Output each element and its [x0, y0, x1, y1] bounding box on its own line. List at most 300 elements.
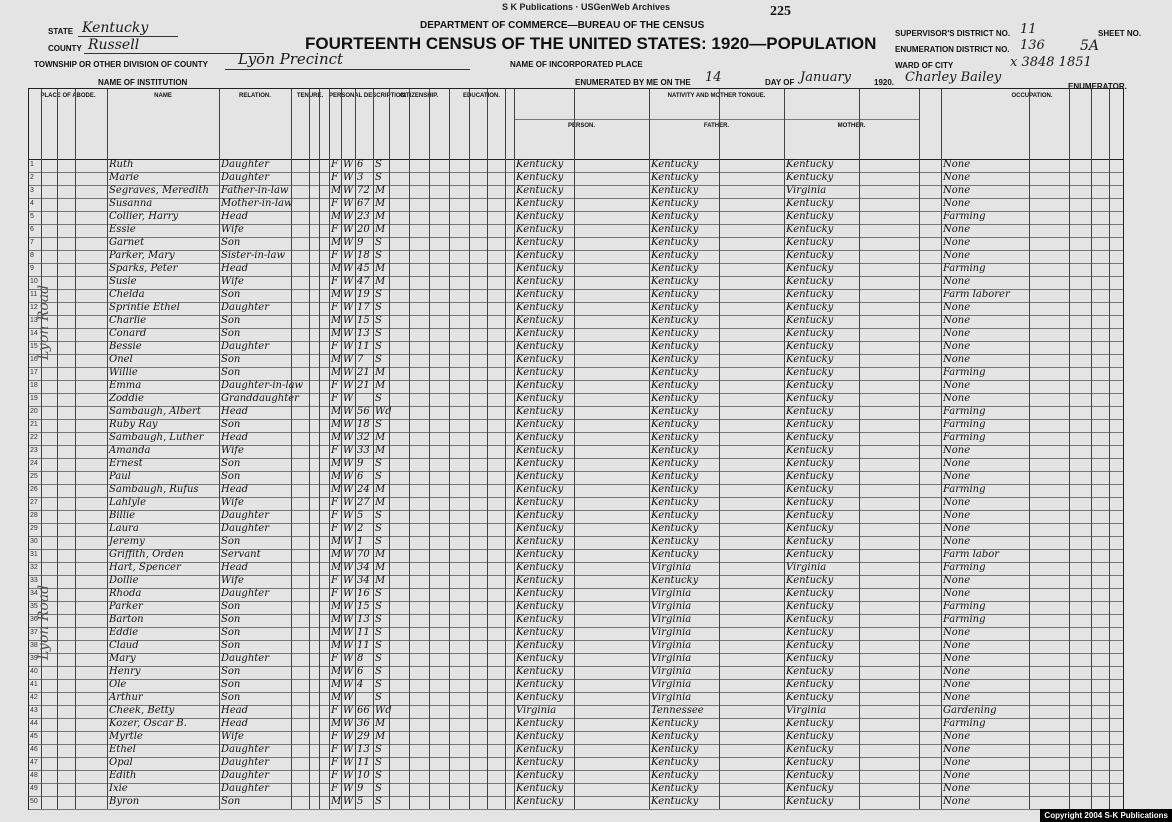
column-divider	[107, 89, 108, 809]
table-body	[29, 159, 1123, 809]
line-number: 40	[30, 668, 38, 675]
occupation: None	[943, 224, 971, 235]
age: 1	[357, 536, 364, 547]
person-name: Myrtle	[109, 731, 143, 742]
county-rule	[84, 53, 264, 54]
race: W	[343, 575, 354, 586]
column-divider	[1109, 89, 1110, 809]
occupation: None	[943, 185, 971, 196]
relation: Daughter	[221, 302, 269, 313]
margin-note-upper: Lyon Road	[36, 284, 52, 360]
race: W	[343, 796, 354, 807]
occupation: Farming	[943, 614, 986, 625]
mother-birthplace: Kentucky	[786, 679, 834, 690]
marital-status: S	[375, 770, 382, 781]
occupation: None	[943, 536, 971, 547]
sex: M	[331, 471, 342, 482]
relation: Son	[221, 679, 241, 690]
birthplace: Kentucky	[516, 354, 564, 365]
incorporated-place-label: NAME OF INCORPORATED PLACE	[510, 60, 643, 69]
birthplace: Kentucky	[516, 653, 564, 664]
marital-status: M	[375, 562, 386, 573]
column-group-header: OCCUPATION.	[1011, 93, 1053, 99]
age: 10	[357, 770, 370, 781]
race: W	[343, 341, 354, 352]
line-number: 1	[30, 161, 34, 168]
race: W	[343, 757, 354, 768]
person-name: Byron	[109, 796, 140, 807]
person-name: Bessie	[109, 341, 142, 352]
occupation: None	[943, 783, 971, 794]
marital-status: S	[375, 315, 382, 326]
relation: Wife	[221, 731, 244, 742]
relation: Daughter	[221, 510, 269, 521]
line-number: 21	[30, 421, 38, 428]
sex: M	[331, 237, 342, 248]
marital-status: S	[375, 302, 382, 313]
line-number: 17	[30, 369, 38, 376]
column-divider	[373, 89, 374, 809]
column-divider	[355, 89, 356, 809]
race: W	[343, 328, 354, 339]
marital-status: S	[375, 159, 382, 170]
sex: F	[331, 276, 338, 287]
birthplace: Kentucky	[516, 731, 564, 742]
age: 24	[357, 484, 370, 495]
race: W	[343, 783, 354, 794]
sex: F	[331, 744, 338, 755]
mother-birthplace: Kentucky	[786, 380, 834, 391]
birthplace: Kentucky	[516, 640, 564, 651]
mother-birthplace: Kentucky	[786, 653, 834, 664]
row-rule	[29, 809, 1123, 810]
person-name: Parker, Mary	[109, 250, 175, 261]
sex: M	[331, 640, 342, 651]
enumerated-label: ENUMERATED BY ME ON THE	[575, 78, 691, 87]
line-number: 35	[30, 603, 38, 610]
year-label: 1920.	[874, 78, 895, 87]
person-name: Henry	[109, 666, 141, 677]
column-divider	[291, 89, 292, 809]
person-name: Sambaugh, Albert	[109, 406, 201, 417]
column-divider	[574, 89, 575, 809]
line-number: 12	[30, 304, 38, 311]
relation: Daughter	[221, 757, 269, 768]
age: 20	[357, 224, 370, 235]
institution-label: NAME OF INSTITUTION	[98, 78, 188, 87]
person-name: Paul	[109, 471, 131, 482]
column-divider	[319, 89, 320, 809]
birthplace: Kentucky	[516, 250, 564, 261]
column-divider	[514, 89, 515, 809]
race: W	[343, 666, 354, 677]
father-birthplace: Virginia	[651, 562, 692, 573]
person-name: Billie	[109, 510, 136, 521]
sex: M	[331, 562, 342, 573]
mother-birthplace: Kentucky	[786, 783, 834, 794]
age: 8	[357, 653, 364, 664]
sex: F	[331, 783, 338, 794]
mother-birthplace: Kentucky	[786, 276, 834, 287]
relation: Son	[221, 289, 241, 300]
mother-birthplace: Kentucky	[786, 159, 834, 170]
marital-status: S	[375, 653, 382, 664]
father-birthplace: Virginia	[651, 588, 692, 599]
column-divider	[309, 89, 310, 809]
father-birthplace: Kentucky	[651, 172, 699, 183]
race: W	[343, 380, 354, 391]
relation: Father-in-law	[221, 185, 289, 196]
line-number: 49	[30, 785, 38, 792]
birthplace: Kentucky	[516, 263, 564, 274]
age: 11	[357, 341, 370, 352]
father-birthplace: Kentucky	[651, 250, 699, 261]
sex: F	[331, 523, 338, 534]
column-divider	[429, 89, 430, 809]
occupation: None	[943, 731, 971, 742]
county-label: COUNTY	[48, 44, 82, 53]
race: W	[343, 718, 354, 729]
person-name: Ixie	[109, 783, 128, 794]
person-name: Charlie	[109, 315, 147, 326]
occupation: None	[943, 757, 971, 768]
mother-birthplace: Virginia	[786, 185, 827, 196]
father-birthplace: Virginia	[651, 627, 692, 638]
age: 70	[357, 549, 370, 560]
age: 9	[357, 458, 364, 469]
mother-birthplace: Kentucky	[786, 237, 834, 248]
column-divider	[219, 89, 220, 809]
birthplace: Kentucky	[516, 432, 564, 443]
father-birthplace: Kentucky	[651, 432, 699, 443]
occupation: Farm laborer	[943, 289, 1010, 300]
father-birthplace: Kentucky	[651, 211, 699, 222]
race: W	[343, 406, 354, 417]
person-name: Willie	[109, 367, 138, 378]
age: 16	[357, 588, 370, 599]
line-number: 7	[30, 239, 34, 246]
father-birthplace: Kentucky	[651, 523, 699, 534]
father-birthplace: Virginia	[651, 679, 692, 690]
age: 5	[357, 796, 364, 807]
age: 3	[357, 172, 364, 183]
race: W	[343, 705, 354, 716]
relation: Daughter	[221, 653, 269, 664]
age: 27	[357, 497, 370, 508]
relation: Head	[221, 432, 249, 443]
marital-status: S	[375, 744, 382, 755]
relation: Son	[221, 419, 241, 430]
sex: F	[331, 731, 338, 742]
age: 13	[357, 744, 370, 755]
person-name: Marie	[109, 172, 140, 183]
age: 33	[357, 445, 370, 456]
mother-birthplace: Kentucky	[786, 419, 834, 430]
person-name: Susanna	[109, 198, 153, 209]
birthplace: Kentucky	[516, 315, 564, 326]
age: 7	[357, 354, 364, 365]
age: 36	[357, 718, 370, 729]
mother-birthplace: Kentucky	[786, 315, 834, 326]
relation: Head	[221, 406, 249, 417]
relation: Daughter	[221, 341, 269, 352]
occupation: Farming	[943, 406, 986, 417]
marital-status: M	[375, 380, 386, 391]
birthplace: Kentucky	[516, 185, 564, 196]
occupation: None	[943, 237, 971, 248]
marital-status: M	[375, 497, 386, 508]
sex: F	[331, 497, 338, 508]
person-name: Ernest	[109, 458, 143, 469]
father-birthplace: Kentucky	[651, 796, 699, 807]
sex: M	[331, 796, 342, 807]
mother-birthplace: Kentucky	[786, 536, 834, 547]
age: 29	[357, 731, 370, 742]
occupation: None	[943, 679, 971, 690]
mother-birthplace: Virginia	[786, 705, 827, 716]
person-name: Hart, Spencer	[109, 562, 181, 573]
marital-status: S	[375, 614, 382, 625]
column-group-header: TENURE.	[296, 93, 324, 99]
relation: Wife	[221, 497, 244, 508]
line-number: 10	[30, 278, 38, 285]
mother-birthplace: Kentucky	[786, 198, 834, 209]
father-birthplace: Kentucky	[651, 458, 699, 469]
mother-birthplace: Kentucky	[786, 614, 834, 625]
mother-birthplace: Kentucky	[786, 224, 834, 235]
marital-status: S	[375, 601, 382, 612]
mother-birthplace: Kentucky	[786, 302, 834, 313]
sex: F	[331, 302, 338, 313]
relation: Wife	[221, 575, 244, 586]
mother-birthplace: Kentucky	[786, 211, 834, 222]
sex: F	[331, 380, 338, 391]
father-birthplace: Kentucky	[651, 237, 699, 248]
relation: Son	[221, 367, 241, 378]
sex: M	[331, 484, 342, 495]
race: W	[343, 276, 354, 287]
age: 21	[357, 367, 370, 378]
mother-birthplace: Kentucky	[786, 523, 834, 534]
column-divider	[1029, 89, 1030, 809]
occupation: None	[943, 302, 971, 313]
birthplace: Kentucky	[516, 796, 564, 807]
race: W	[343, 224, 354, 235]
table-header	[29, 89, 1123, 160]
relation: Head	[221, 211, 249, 222]
line-number: 47	[30, 759, 38, 766]
father-birthplace: Virginia	[651, 601, 692, 612]
birthplace: Kentucky	[516, 627, 564, 638]
father-birthplace: Kentucky	[651, 484, 699, 495]
mother-birthplace: Kentucky	[786, 250, 834, 261]
occupation: None	[943, 328, 971, 339]
race: W	[343, 159, 354, 170]
marital-status: S	[375, 341, 382, 352]
marital-status: S	[375, 328, 382, 339]
sex: M	[331, 666, 342, 677]
sex: F	[331, 653, 338, 664]
marital-status: M	[375, 185, 386, 196]
mother-birthplace: Kentucky	[786, 328, 834, 339]
occupation: None	[943, 575, 971, 586]
father-birthplace: Kentucky	[651, 341, 699, 352]
father-birthplace: Kentucky	[651, 757, 699, 768]
birthplace: Kentucky	[516, 601, 564, 612]
father-birthplace: Kentucky	[651, 367, 699, 378]
age: 56	[357, 406, 370, 417]
age: 13	[357, 328, 370, 339]
person-name: Arthur	[109, 692, 143, 703]
column-divider	[341, 89, 342, 809]
sex: F	[331, 588, 338, 599]
birthplace: Kentucky	[516, 276, 564, 287]
father-birthplace: Kentucky	[651, 445, 699, 456]
race: W	[343, 289, 354, 300]
occupation: None	[943, 315, 971, 326]
mother-birthplace: Kentucky	[786, 627, 834, 638]
relation: Son	[221, 666, 241, 677]
column-divider	[57, 89, 58, 809]
relation: Head	[221, 263, 249, 274]
line-number: 20	[30, 408, 38, 415]
marital-status: S	[375, 640, 382, 651]
column-group-header: PERSONAL DESCRIPTION.	[329, 93, 407, 99]
sex: M	[331, 601, 342, 612]
race: W	[343, 354, 354, 365]
father-birthplace: Kentucky	[651, 718, 699, 729]
sex: M	[331, 419, 342, 430]
line-number: 5	[30, 213, 34, 220]
age: 47	[357, 276, 370, 287]
mother-birthplace: Kentucky	[786, 588, 834, 599]
occupation: None	[943, 250, 971, 261]
sex: F	[331, 770, 338, 781]
age: 6	[357, 666, 364, 677]
age: 18	[357, 419, 370, 430]
occupation: None	[943, 627, 971, 638]
age: 34	[357, 562, 370, 573]
marital-status: S	[375, 354, 382, 365]
line-number: 6	[30, 226, 34, 233]
relation: Son	[221, 328, 241, 339]
line-number: 36	[30, 616, 38, 623]
column-divider	[469, 89, 470, 809]
sex: M	[331, 536, 342, 547]
race: W	[343, 211, 354, 222]
occupation: Gardening	[943, 705, 997, 716]
occupation: None	[943, 640, 971, 651]
birthplace: Kentucky	[516, 718, 564, 729]
person-name: Sambaugh, Luther	[109, 432, 204, 443]
sex: F	[331, 510, 338, 521]
occupation: Farming	[943, 432, 986, 443]
line-number: 41	[30, 681, 38, 688]
person-name: Garnet	[109, 237, 145, 248]
mother-birthplace: Kentucky	[786, 289, 834, 300]
sex: M	[331, 315, 342, 326]
birthplace: Kentucky	[516, 458, 564, 469]
person-name: Claud	[109, 640, 139, 651]
relation: Daughter	[221, 744, 269, 755]
line-number: 29	[30, 525, 38, 532]
mother-birthplace: Kentucky	[786, 458, 834, 469]
mother-birthplace: Kentucky	[786, 666, 834, 677]
person-name: Lahlyle	[109, 497, 147, 508]
township-value: Lyon Precinct	[238, 50, 344, 68]
person-name: Barton	[109, 614, 144, 625]
father-birthplace: Kentucky	[651, 185, 699, 196]
occupation: Farming	[943, 562, 986, 573]
person-name: Ruth	[109, 159, 134, 170]
column-divider	[784, 89, 785, 809]
relation: Head	[221, 562, 249, 573]
age: 9	[357, 783, 364, 794]
birthplace: Kentucky	[516, 497, 564, 508]
race: W	[343, 172, 354, 183]
father-birthplace: Kentucky	[651, 549, 699, 560]
nativity-subheader-father: FATHER.	[703, 123, 730, 129]
father-birthplace: Kentucky	[651, 575, 699, 586]
race: W	[343, 237, 354, 248]
sex: M	[331, 367, 342, 378]
age: 5	[357, 510, 364, 521]
enumerated-day: 14	[705, 70, 722, 85]
race: W	[343, 250, 354, 261]
column-divider	[919, 89, 920, 809]
enum-district-value: 136	[1020, 38, 1045, 53]
line-number: 45	[30, 733, 38, 740]
race: W	[343, 367, 354, 378]
sex: M	[331, 458, 342, 469]
supervisor-value: 11	[1020, 22, 1037, 37]
birthplace: Kentucky	[516, 692, 564, 703]
person-name: Ruby Ray	[109, 419, 158, 430]
sex: F	[331, 172, 338, 183]
column-divider	[389, 89, 390, 809]
birthplace: Kentucky	[516, 523, 564, 534]
father-birthplace: Kentucky	[651, 419, 699, 430]
marital-status: M	[375, 224, 386, 235]
sex: M	[331, 549, 342, 560]
occupation: Farming	[943, 367, 986, 378]
birthplace: Kentucky	[516, 471, 564, 482]
birthplace: Kentucky	[516, 783, 564, 794]
birthplace: Kentucky	[516, 588, 564, 599]
line-number: 34	[30, 590, 38, 597]
column-divider	[941, 89, 942, 809]
person-name: Parker	[109, 601, 143, 612]
relation: Son	[221, 315, 241, 326]
marital-status: S	[375, 458, 382, 469]
relation: Son	[221, 354, 241, 365]
occupation: Farming	[943, 718, 986, 729]
father-birthplace: Kentucky	[651, 731, 699, 742]
sex: F	[331, 224, 338, 235]
person-name: Dollie	[109, 575, 139, 586]
relation: Head	[221, 705, 249, 716]
line-number: 42	[30, 694, 38, 701]
sex: M	[331, 718, 342, 729]
race: W	[343, 536, 354, 547]
relation: Wife	[221, 445, 244, 456]
father-birthplace: Kentucky	[651, 536, 699, 547]
marital-status: M	[375, 731, 386, 742]
birthplace: Kentucky	[516, 536, 564, 547]
relation: Daughter	[221, 783, 269, 794]
occupation: None	[943, 172, 971, 183]
father-birthplace: Kentucky	[651, 302, 699, 313]
